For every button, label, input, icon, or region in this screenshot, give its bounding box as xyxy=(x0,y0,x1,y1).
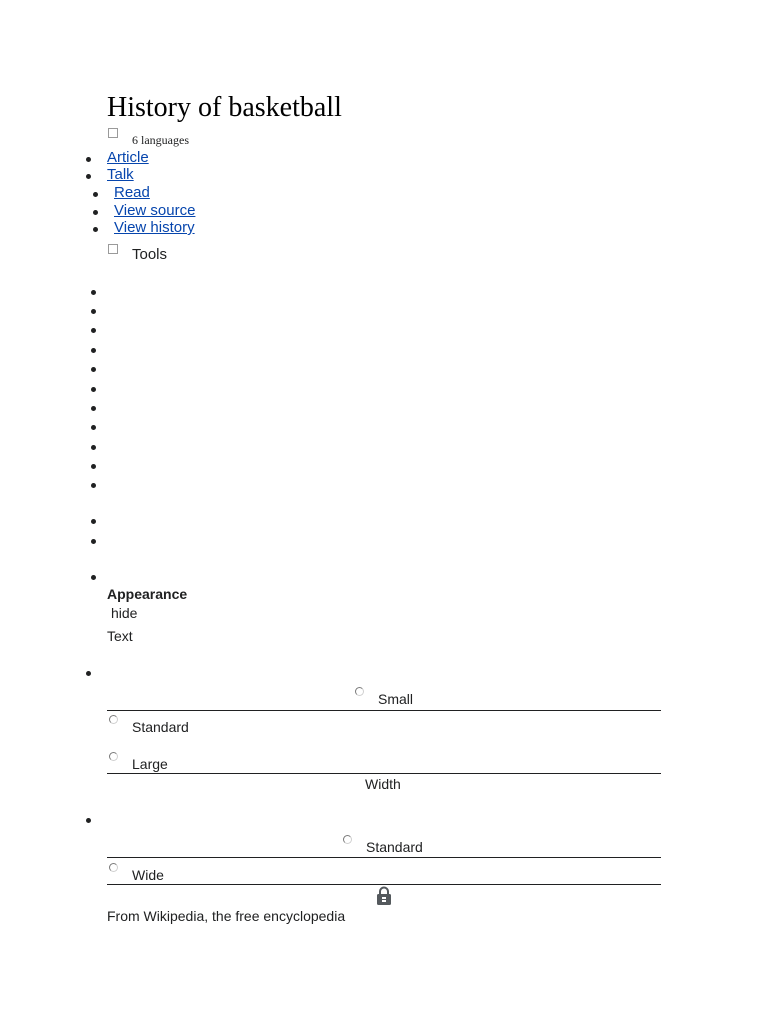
text-standard-radio[interactable] xyxy=(109,715,118,724)
width-wide-label[interactable]: Wide xyxy=(132,867,164,883)
list-bullet xyxy=(91,519,96,524)
divider xyxy=(107,857,661,858)
appearance-heading: Appearance xyxy=(107,586,188,602)
divider xyxy=(107,884,661,885)
list-bullet xyxy=(91,445,96,450)
list-bullet xyxy=(86,818,91,823)
list-bullet xyxy=(91,367,96,372)
site-tagline: From Wikipedia, the free encyclopedia xyxy=(107,908,346,924)
tools-label[interactable]: Tools xyxy=(132,246,168,263)
divider xyxy=(107,710,661,711)
list-bullet xyxy=(93,210,98,215)
width-standard-label[interactable]: Standard xyxy=(366,839,423,855)
languages-checkbox[interactable] xyxy=(108,128,118,138)
hide-button[interactable]: hide xyxy=(111,605,138,621)
list-bullet xyxy=(91,425,96,430)
list-bullet xyxy=(91,464,96,469)
divider xyxy=(107,773,661,774)
list-bullet xyxy=(91,406,96,411)
tab-view-history[interactable]: View history xyxy=(114,219,195,236)
text-standard-label[interactable]: Standard xyxy=(132,719,189,735)
text-small-label[interactable]: Small xyxy=(378,691,414,707)
tools-checkbox[interactable] xyxy=(108,244,118,254)
list-bullet xyxy=(86,671,91,676)
page-title: History of basketball xyxy=(107,92,342,123)
lock-icon xyxy=(376,886,392,906)
tab-article[interactable]: Article xyxy=(107,149,149,166)
width-section-heading: Width xyxy=(365,776,401,792)
list-bullet xyxy=(91,483,96,488)
list-bullet xyxy=(91,328,96,333)
list-bullet xyxy=(86,174,91,179)
tab-view-source[interactable]: View source xyxy=(114,202,196,219)
text-section-heading: Text xyxy=(107,628,133,644)
list-bullet xyxy=(86,157,91,162)
text-large-radio[interactable] xyxy=(109,752,118,761)
width-standard-radio[interactable] xyxy=(343,835,352,844)
text-large-label[interactable]: Large xyxy=(132,756,168,772)
list-bullet xyxy=(93,227,98,232)
list-bullet xyxy=(91,387,96,392)
list-bullet xyxy=(91,539,96,544)
list-bullet xyxy=(91,575,96,580)
list-bullet xyxy=(91,309,96,314)
tab-talk[interactable]: Talk xyxy=(107,166,134,183)
languages-label[interactable]: 6 languages xyxy=(132,133,189,147)
width-wide-radio[interactable] xyxy=(109,863,118,872)
list-bullet xyxy=(93,192,98,197)
list-bullet xyxy=(91,348,96,353)
list-bullet xyxy=(91,290,96,295)
tab-read[interactable]: Read xyxy=(114,184,150,201)
text-small-radio[interactable] xyxy=(355,687,364,696)
